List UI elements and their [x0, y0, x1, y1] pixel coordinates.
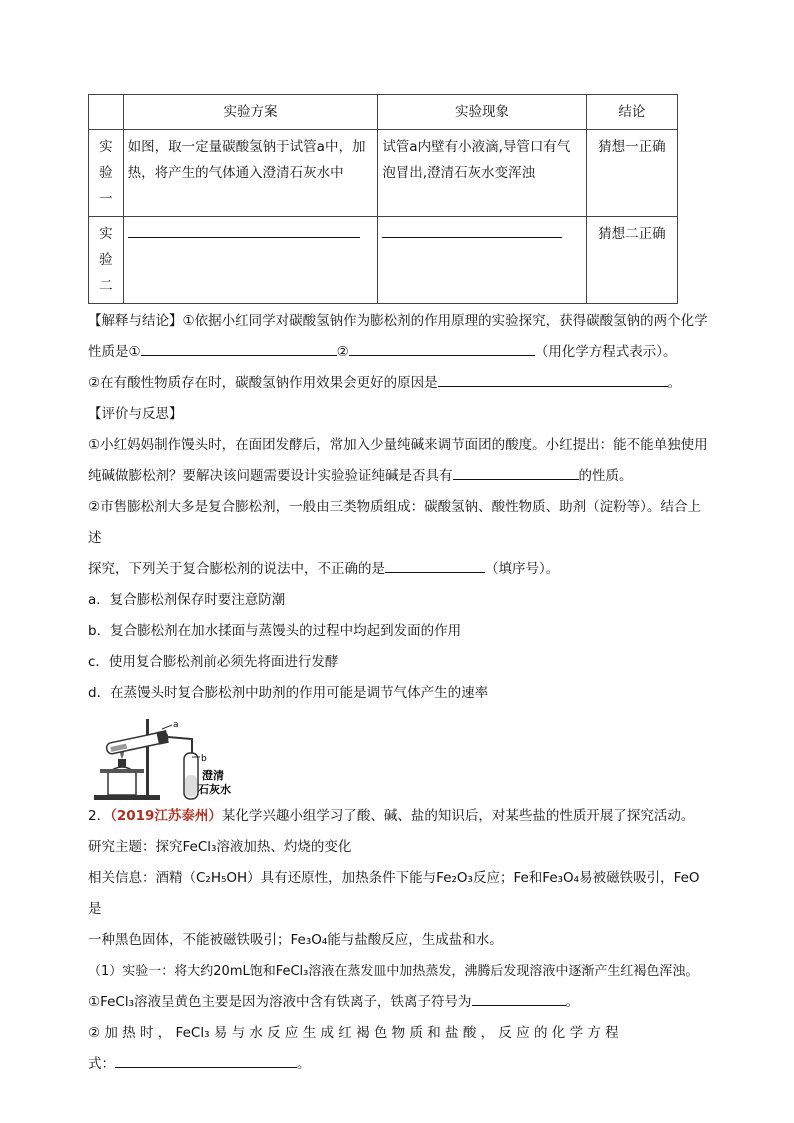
option-c: c．使用复合膨松剂前必须先将面进行发酵	[88, 654, 339, 670]
table-row	[89, 130, 678, 217]
document-page	[88, 94, 708, 1080]
label-b: b	[201, 754, 207, 764]
section-explain-line3: ②在有酸性物质存在时，碳酸氢钠作用效果会更好的原因是 。	[88, 368, 708, 399]
experiment-table	[88, 94, 678, 304]
label-lime-2: 石灰水	[198, 783, 231, 796]
row-conclusion: 猜想一正确	[586, 130, 677, 217]
sub-question-2: ② 加 热 时 ， FeCl₃ 易 与 水 反 应 生 成 红 褐 色 物 质 和 盐 酸 ， 反 应 的 化 学 方 程	[88, 1025, 619, 1041]
question-2-intro: 2．（2019江苏泰州）某化学兴趣小组学习了酸、碱、盐的知识后，对某些盐的性质开展了探究活动。	[88, 808, 695, 824]
answer-blank[interactable]	[438, 372, 668, 387]
table-header-phenomenon: 实验现象	[378, 95, 586, 130]
research-topic: 研究主题：探究FeCl₃溶液加热、灼烧的变化	[88, 839, 352, 855]
experiment-1-line: （1）实验一：将大约20mL饱和FeCl₃溶液在蒸发皿中加热蒸发，沸腾后发现溶液中逐渐产生红褐色浑浊。	[88, 964, 699, 979]
sub-question-1: ①FeCl₃溶液呈黄色主要是因为溶液中含有铁离子，铁离子符号为 。	[88, 987, 708, 1018]
label-a: a	[173, 720, 179, 730]
answer-blank[interactable]	[453, 465, 579, 480]
section-explain-line2: 性质是① ② （用化学方程式表示）。	[88, 337, 708, 368]
answer-blank[interactable]	[382, 223, 562, 238]
row-scheme-blank[interactable]	[123, 217, 378, 304]
table-header-scheme: 实验方案	[123, 95, 378, 130]
question-source: （2019江苏泰州）	[110, 808, 222, 824]
section-heading: 【解释与结论】	[88, 313, 183, 329]
apparatus-figure	[88, 715, 248, 807]
answer-blank[interactable]	[349, 341, 535, 356]
reflect-line3: ②市售膨松剂大多是复合膨松剂，一般由三类物质组成：碳酸氢钠、酸性物质、助剂（淀粉等）。结合上述	[88, 499, 701, 546]
table-header-empty	[89, 95, 124, 130]
answer-blank[interactable]	[141, 341, 337, 356]
row-phenomenon-blank[interactable]	[378, 217, 586, 304]
table-header-conclusion: 结论	[586, 95, 677, 130]
label-lime-1: 澄清	[202, 769, 224, 782]
row-scheme: 如图，取一定量碳酸氢钠于试管a中，加热，将产生的气体通入澄清石灰水中	[123, 130, 378, 217]
row-phenomenon: 试管a内壁有小液滴,导管口有气泡冒出,澄清石灰水变浑浊	[378, 130, 586, 217]
answer-blank[interactable]	[128, 223, 360, 238]
answer-blank[interactable]	[115, 1053, 297, 1068]
section-explain-line1: 【解释与结论】①依据小红同学对碳酸氢钠作为膨松剂的作用原理的实验探究，获得碳酸氢钠的两个化学	[88, 313, 708, 329]
row-label: 实验一	[89, 130, 124, 217]
row-conclusion: 猜想二正确	[586, 217, 677, 304]
option-a: a．复合膨松剂保存时要注意防潮	[88, 592, 286, 608]
related-info-line1: 相关信息：酒精（C₂H₅OH）具有还原性，加热条件下能与Fe₂O₃反应；Fe和Fe₃O₄易被磁铁吸引，FeO是	[88, 870, 700, 917]
related-info-line2: 一种黑色固体，不能被磁铁吸引；Fe₃O₄能与盐酸反应，生成盐和水。	[88, 932, 503, 948]
option-b: b．复合膨松剂在加水揉面与蒸馒头的过程中均起到发面的作用	[88, 623, 462, 639]
apparatus-diagram	[88, 715, 248, 807]
answer-blank[interactable]	[472, 991, 566, 1006]
table-row	[89, 217, 678, 304]
option-d: d．在蒸馒头时复合膨松剂中助剂的作用可能是调节气体产生的速率	[88, 685, 489, 701]
reflect-line1: ①小红妈妈制作馒头时，在面团发酵后，常加入少量纯碱来调节面团的酸度。小红提出：能不能单独使用	[88, 437, 708, 453]
sub-question-2-end: 式： 。	[88, 1049, 708, 1080]
reflect-line2: 纯碱做膨松剂？要解决该问题需要设计实验验证纯碱是否具有 的性质。	[88, 461, 708, 492]
row-label: 实验二	[89, 217, 124, 304]
table-header-row	[89, 95, 678, 130]
section-heading: 【评价与反思】	[88, 406, 183, 422]
answer-blank[interactable]	[385, 558, 485, 573]
reflect-line4: 探究，下列关于复合膨松剂的说法中，不正确的是 （填序号）。	[88, 554, 708, 585]
